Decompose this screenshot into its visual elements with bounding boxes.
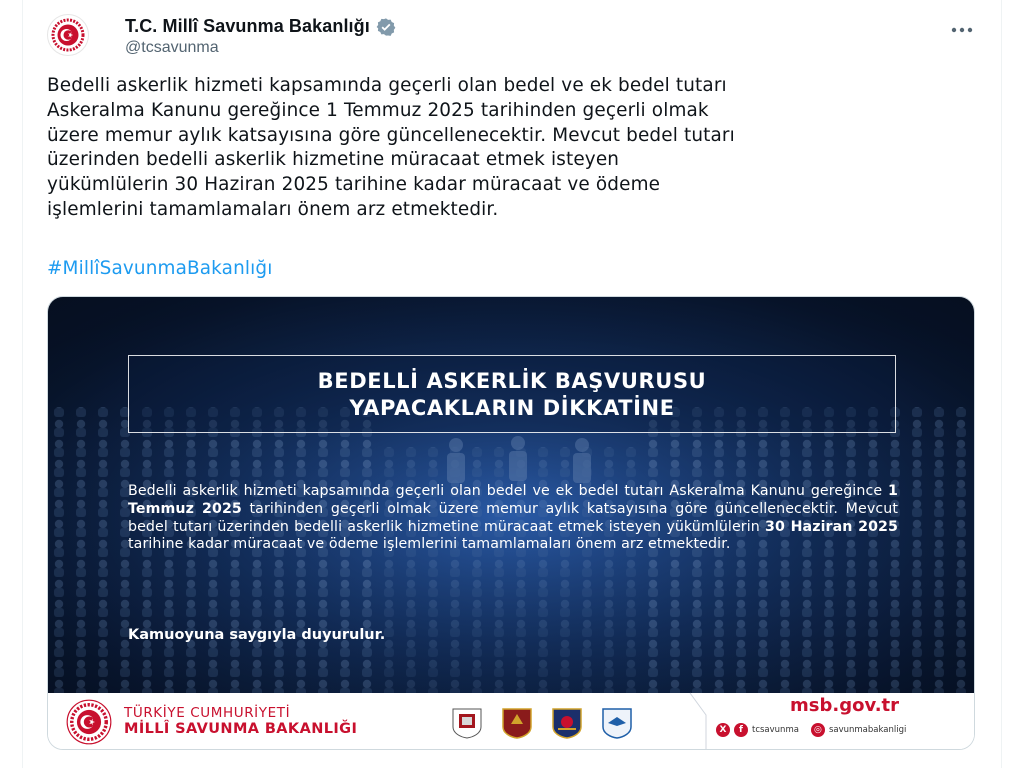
tweet-text bbox=[47, 74, 977, 223]
display-name[interactable]: T.C. Millî Savunma Bakanlığı bbox=[125, 16, 370, 36]
poster-title-line-2: YAPACAKLARIN DİKKATİNE bbox=[349, 396, 675, 420]
account-name-row bbox=[125, 16, 396, 37]
land-forces-badge-icon bbox=[500, 707, 534, 739]
poster-body-text bbox=[128, 483, 898, 554]
poster-body-part: Bedelli askerlik hizmeti kapsamında geçerli olan bedel ve ek bedel tutarı Askeralma Kanunu gereğince bbox=[128, 483, 889, 499]
tweet-text-line: üzerinden bedelli askerlik hizmetine müracaat etmek isteyen bbox=[47, 149, 620, 171]
social-handle[interactable]: tcsavunma bbox=[752, 725, 799, 735]
poster-body-date-deadline: 30 Haziran 2025 bbox=[765, 518, 898, 535]
msb-emblem-icon bbox=[66, 699, 112, 745]
tweet-text-line: üzere memur aylık katsayısına göre güncellenecektir. Mevcut bedel tutarı bbox=[47, 124, 735, 146]
poster-footer bbox=[48, 693, 975, 750]
x-social-icon[interactable]: X bbox=[716, 723, 730, 737]
instagram-social-icon[interactable]: ◎ bbox=[811, 723, 825, 737]
more-options-icon[interactable] bbox=[949, 20, 975, 40]
msb-logo-icon bbox=[48, 15, 88, 55]
website-link[interactable]: msb.gov.tr bbox=[790, 695, 900, 716]
poster-body-date-start: 1 Temmuz 2025 bbox=[128, 483, 898, 517]
tweet-text-line: yükümlülerin 30 Haziran 2025 tarihine kadar müracaat ve ödeme bbox=[47, 174, 661, 196]
org-name-top: TÜRKİYE CUMHURİYETİ bbox=[124, 705, 291, 721]
poster-title-box bbox=[128, 355, 896, 433]
naval-forces-badge-icon bbox=[550, 707, 584, 739]
tweet-text-line: Askeralma Kanunu gereğince 1 Temmuz 2025 tarihinden geçerli olmak bbox=[47, 99, 709, 121]
service-badges bbox=[450, 707, 634, 739]
general-staff-badge-icon bbox=[450, 707, 484, 739]
account-avatar[interactable] bbox=[47, 14, 89, 56]
poster-body-part: tarihinden geçerli olmak üzere memur aylık katsayısına göre güncellenecektir. Mevcut bedel tutarı üzerinden bedelli askerlik hizmetine müracaat etmek isteyen yükümlülerin bbox=[128, 500, 898, 535]
poster-sign-off: Kamuoyuna saygıyla duyurulur. bbox=[128, 627, 386, 643]
social-handle[interactable]: savunmabakanligi bbox=[828, 725, 907, 735]
facebook-social-icon[interactable]: f bbox=[734, 723, 748, 737]
social-links bbox=[716, 723, 914, 737]
tweet-text-line: işlemlerini tamamlamaları önem arz etmektedir. bbox=[47, 198, 499, 220]
air-forces-badge-icon bbox=[600, 707, 634, 739]
poster-title-line-1: BEDELLİ ASKERLİK BAŞVURUSU bbox=[317, 369, 707, 393]
poster-body-part: tarihine kadar müracaat ve ödeme işlemlerini tamamlamaları önem arz etmektedir. bbox=[128, 536, 731, 553]
tweet-text-line: Bedelli askerlik hizmeti kapsamında geçerli olan bedel ve ek bedel tutarı bbox=[47, 75, 727, 96]
hashtag-link[interactable]: #MillîSavunmaBakanlığı bbox=[47, 258, 273, 279]
account-handle[interactable]: @tcsavunma bbox=[125, 39, 219, 56]
tweet-media-image[interactable] bbox=[47, 296, 975, 750]
verified-badge-icon bbox=[376, 17, 396, 37]
org-name-bottom: MİLLÎ SAVUNMA BAKANLIĞI bbox=[124, 721, 358, 737]
tweet-card bbox=[22, 0, 1002, 768]
